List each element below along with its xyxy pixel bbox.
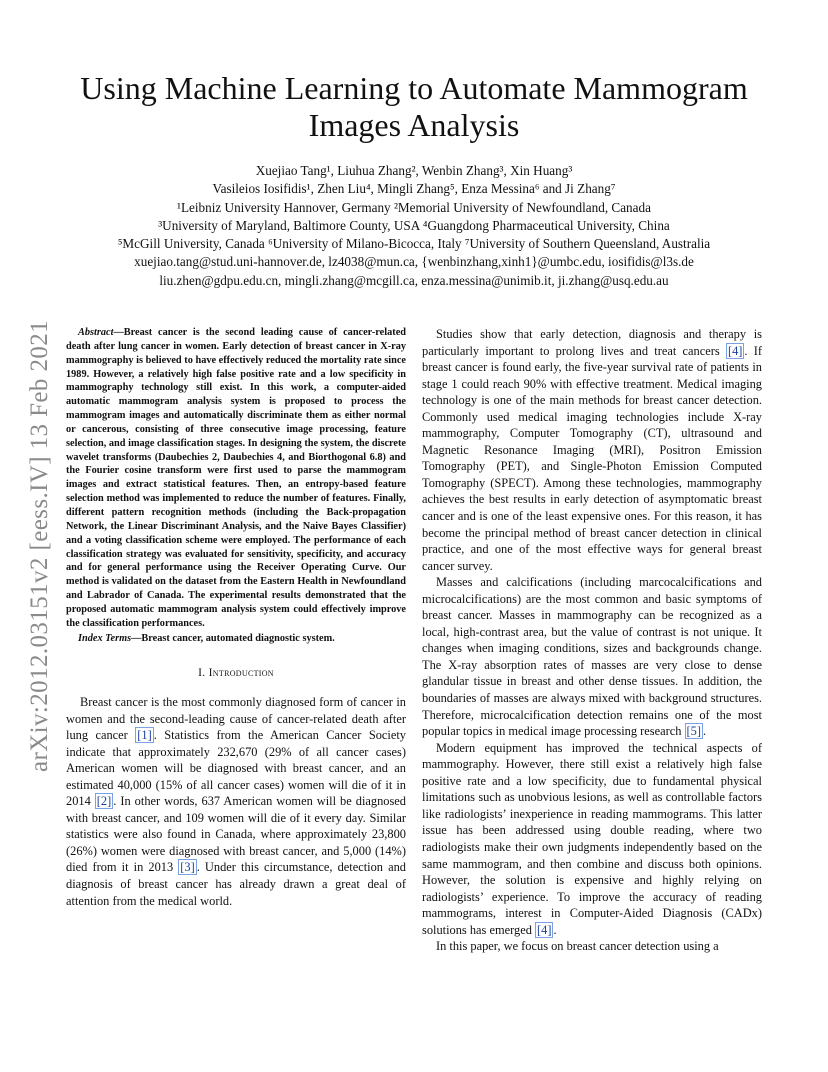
arxiv-identifier: arXiv:2012.03151v2 [eess.IV] 13 Feb 2021 [26, 319, 53, 772]
citation-link[interactable]: [4] [537, 922, 552, 937]
intro-paragraph-1 [66, 694, 406, 909]
left-column [66, 326, 406, 909]
email-line-2: liu.zhen@gdpu.edu.cn, mingli.zhang@mcgill.ca, enza.messina@unimib.it, ji.zhang@usq.edu.au [159, 272, 669, 288]
paper-title: Using Machine Learning to Automate Mammogram Images Analysis [80, 70, 748, 143]
text-run: . Under this circumstance, detection and diagnosis of breast cancer has already drawn a great deal of attention from the medical world. [66, 860, 406, 908]
index-terms-text: —Breast cancer, automated diagnostic system. [131, 632, 335, 644]
text-run: . If breast cancer is found early, the five-year survival rate of patients in stage 1 could reach 90% with effective treatment. Medical imaging technology is one of the main methods for breast cancer detection. Commonly used medical imaging technologies include X-ray mammography, Computer Tomography (CT), ultrasound and Magnetic Resonance Imaging (MRI), Positron Emission Tomography (PET), and Single-Photon Emission Computed Tomography (SPECT). Among these technologies, mammography achieves the best results in early detection of asymptomatic breast cancer and is one of the least expensive ones. For this reason, it has become the principal method of breast cancer detection in clinical practice, and one of the most effective ways for general breast cancer survey. [422, 343, 762, 573]
text-run: Modern equipment has improved the technical aspects of mammography. However, there still exist a relatively high false positive rate and a low specificity, due to fundamental physical limitations such as unobvious lesions, as well as controllable factors like radiologists’ inexperience in reading mammograms. This latter issue has been addressed using double reading, where two radiologists make their own judgments independently based on the same mammogram, and then combine and discuss both opinions. However, the solution is expensive and highly relying on radiologists’ experience. To improve the accuracy of reading mammograms, interest in Computer-Aided Diagnosis (CADx) solutions has emerged [422, 740, 762, 937]
author-block [40, 162, 788, 290]
affiliation-line-3: ⁵McGill University, Canada ⁶University of Milano-Bicocca, Italy ⁷University of Southern Queensland, Australia [117, 236, 711, 252]
affiliation-line-1: ¹Leibniz University Hannover, Germany ²Memorial University of Newfoundland, Canada [177, 199, 651, 215]
section-heading-introduction: I. Introduction [198, 666, 274, 680]
affiliation-line-2: ³University of Maryland, Baltimore County, USA ⁴Guangdong Pharmaceutical University, China [158, 217, 670, 233]
author-names-line-1: Xuejiao Tang¹, Liuhua Zhang², Wenbin Zhang³, Xin Huang³ [255, 163, 573, 178]
author-names-line-2: Vasileios Iosifidis¹, Zhen Liu⁴, Mingli Zhang⁵, Enza Messina⁶ and Ji Zhang⁷ [212, 181, 616, 197]
text-run: Studies show that early detection, diagnosis and therapy is particularly important to prolong lives and treat cancers [422, 327, 762, 358]
citation-link[interactable]: [2] [96, 794, 112, 809]
citation-link[interactable]: [3] [180, 860, 195, 875]
citation-link[interactable]: [5] [686, 724, 701, 739]
index-terms [66, 632, 406, 646]
right-paragraph-3 [422, 740, 762, 939]
abstract-text: —Breast cancer is the second leading cause of cancer-related death after lung cancer in women. Early detection of breast cancer in X-ray mammography is believed to have effectively reduced the mortality rate since 1989. However, a relatively high false positive rate and a low specificity in mammography technology still exist. In this work, a computer-aided automatic mammogram analysis system is proposed to process the mammogram images and automatically discriminate them as either normal or cancerous, consisting of three consecutive image processing, feature selection, and image classification stages. In designing the system, the discrete wavelet transforms (Daubechies 2, Daubechies 4, and Biorthogonal 6.8) and the Fourier cosine transform were first used to parse the mammogram images and extract statistical features. Then, an entropy-based feature selection method was implemented to reduce the number of features. Finally, different pattern recognition methods (including the Back-propagation Network, the Linear Discriminant Analysis, and the Naive Bayes Classifier) and a voting classification scheme were employed. The performance of each classification strategy was evaluated for sensitivity, specificity, and accuracy and for general performance using the Receiver Operating Curve. Our method is validated on the dataset from the Eastern Health in Newfoundland and Labrador of Canada. The experimental results demonstrated that the proposed automatic mammogram analysis system could effectively improve the classification performances. [66, 327, 406, 629]
text-run: . [702, 724, 707, 739]
abstract-label: Abstract [78, 327, 114, 338]
citation-link[interactable]: [4] [727, 343, 743, 358]
text-run: Breast cancer is the most commonly diagnosed form of cancer in women and the second-leading cause of cancer-related death after lung cancer [66, 694, 406, 743]
index-terms-label: Index Terms [78, 632, 132, 644]
right-paragraph-1 [422, 326, 762, 574]
text-run: Masses and calcifications (including marcocalcifications and microcalcifications) are the most common and basic symptoms of breast cancer. Masses in mammography can be recognized as a local, high-contrast area, but the value of contrast is not unique. It changes when imaging conditions, sizes and backgrounds change. The X-ray absorption rates of masses are very close to dense glandular tissue in breast and other dense tissues. In addition, the boundaries of masses are always mixed with background structures. Therefore, microcalcification detection remains one of the most popular topics in medical image processing research [422, 575, 762, 739]
email-line-1: xuejiao.tang@stud.uni-hannover.de, lz4038@mun.ca, {wenbinzhang,xinh1}@umbc.edu, iosifidis@l3s.de [134, 254, 694, 270]
text-run: . Statistics from the American Cancer Society indicate that approximately 232,670 (29% of all cancer cases) American women will be diagnosed with breast cancer, and an estimated 40,000 (15% of all cancer cases) women will die of it in 2014 [66, 728, 406, 809]
text-run: . [553, 922, 557, 937]
text-run: . In other words, 637 American women will be diagnosed with breast cancer, and 109 women will die of it every day. Similar statistics were also found in Canada, where approximately 23,800 (26%) women were diagnosed with breast cancer, and 5,000 (14%) died from it in 2013 [66, 794, 406, 875]
right-paragraph-2 [422, 574, 762, 739]
abstract [66, 326, 406, 631]
right-paragraph-4: In this paper, we focus on breast cancer detection using a [436, 939, 719, 954]
right-column [422, 326, 762, 955]
citation-link[interactable]: [1] [137, 728, 152, 743]
